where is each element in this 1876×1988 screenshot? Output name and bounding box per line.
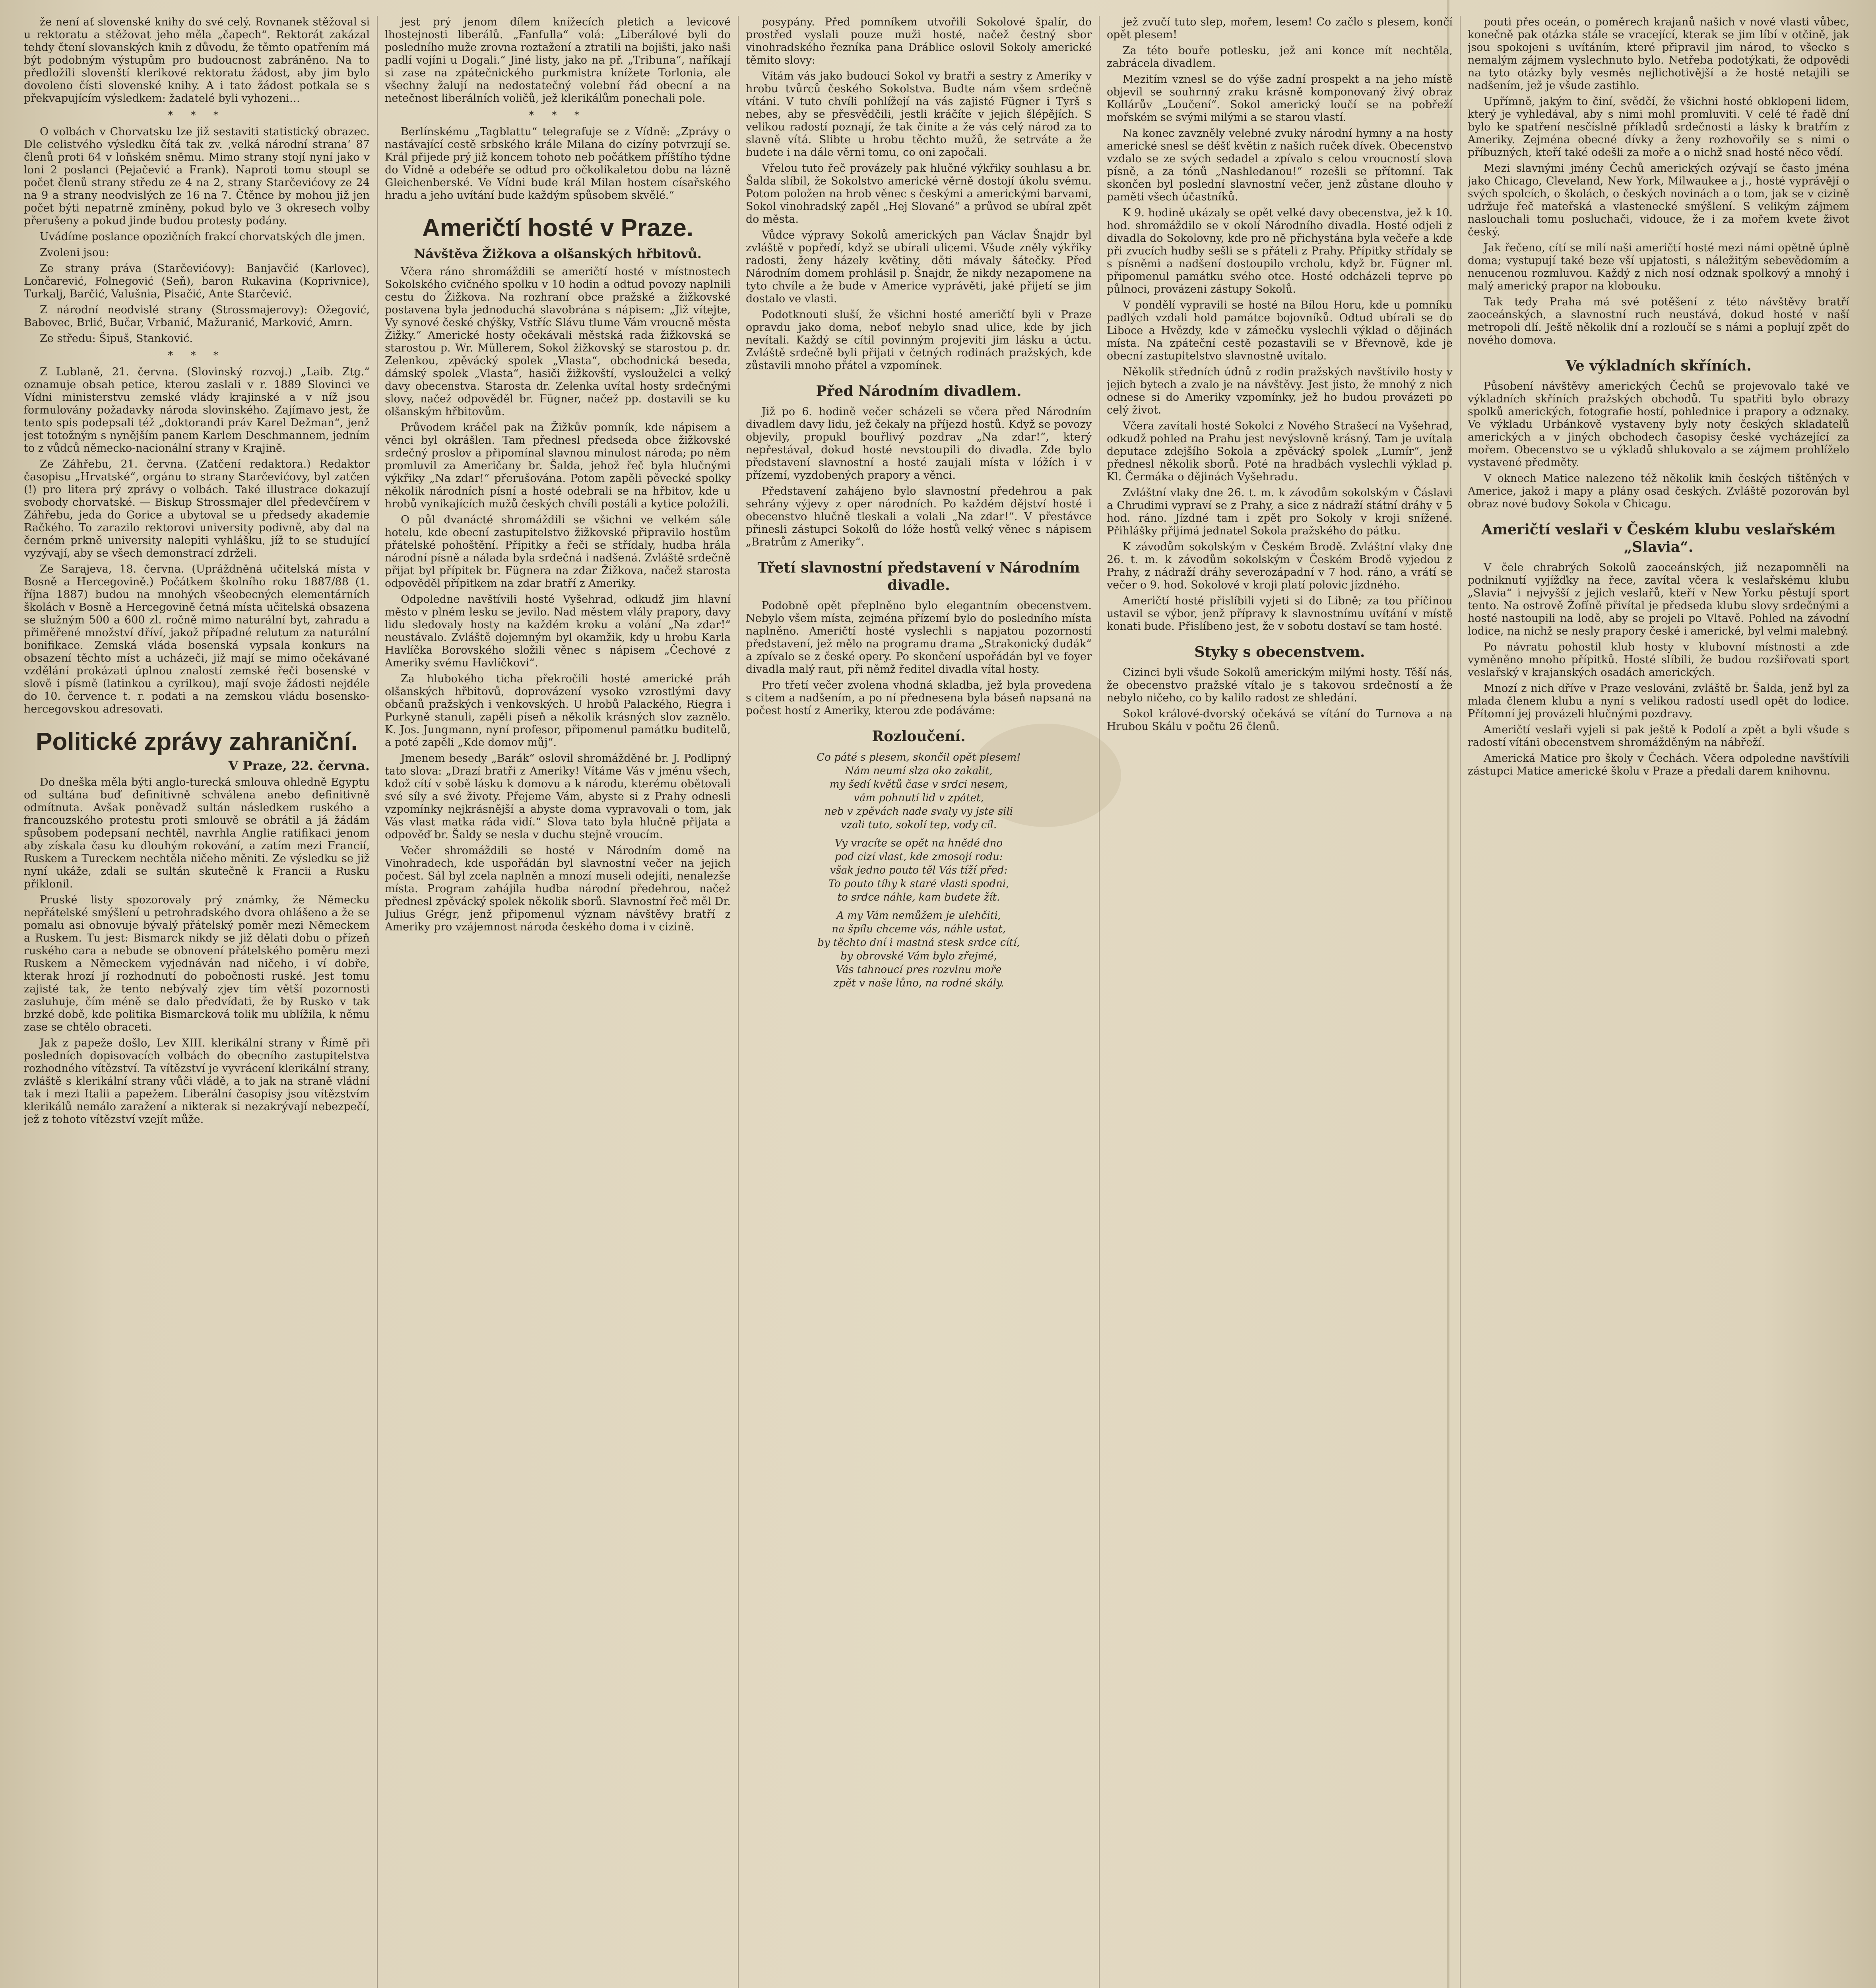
section-separator: * * * [529,109,587,121]
article-paragraph: Americká Matice pro školy v Čechách. Včera odpoledne navštívili zástupci Matice americké školu v Praze a předali darem knihovnu. [1468,752,1849,777]
article-paragraph: Včera ráno shromáždili se američtí hosté v místnostech Sokolského cvičného spolku v 10 hodin a odtud povozy naplnili cestu do Žižkova. Na rozhraní obce pražské a žižkovské postavena byla jednoduchá slavobrána s nápisem: „Již vítejte, Vy synové české chýšky, Vstříc Slávu tlume Vám vroucně města Žižky.“ Americké hosty očekávali městská rada žižkovská se starostou p. Wr. Müllerem, Sokol žižkovský se starostou p. dr. Zelenkou, zpěvácký spolek „Vlasta“, obchodnická beseda, dámský spolek „Vlasta“, hasiči žižkovští, vyslouželci a velký davy obecenstva. Starosta dr. Zelenka uvítal hosty srdečnými slovy, načež odpověděl br. Fügner, načež pp. dostavili se ku olšanským hřbitovům. [385,266,731,418]
column-4 [1107,16,1453,1988]
article-paragraph: Na konec zavzněly velebné zvuky národní hymny a na hosty americké snesl se déšť květin z našich ruček dívek. Obecenstvo vzdalo se ze svých sedadel a zpívalo s celou vroucností slova písně, a za tónů „Nashledanou!“ rozešli se přítomní. Tak skončen byl poslední slavnostní večer, jenž zůstane dlouho v paměti všech účastníků. [1107,127,1453,203]
section-headline: Američtí hosté v Praze. [422,214,694,242]
section-separator: * * * [168,109,226,121]
article-paragraph: Za hlubokého ticha překročili hosté americké práh olšanských hřbitovů, doprovázení vysoko vzrostlými davy občanů pražských i venkovských. U hrobů Palackého, Riegra i Purkyně stanuli, zapěli píseň a několik krásných slov zaznělo. K. Jos. Jungmann, nyní profesor, připomenul památku buditelů, a poté zapěli „Kde domov můj“. [385,673,731,749]
article-paragraph: Včera zavítali hosté Sokolci z Nového Strašecí na Vyšehrad, odkudž pohled na Prahu jest nevýslovně krásný. Tam je uvítala deputace zdejšího Sokola a zpěvácký spolek „Lumír“, jenž přednesl několik sborů. Poté na hradbách vyslechli výklad p. Kl. Čermáka o dějinách Vyšehradu. [1107,420,1453,483]
article-paragraph: Představení zahájeno bylo slavnostní předehrou a pak sehrány výjevy z oper národních. Po každém dějství hosté i obecenstvo hlučně tleskali a volali „Na zdar!“. V přestávce přinesli zástupci Sokolů do lóže hostů velký věnec s nápisem „Bratrům z Ameriky“. [746,485,1092,548]
article-paragraph: Za této bouře potlesku, jež ani konce mít nechtěla, zabrácela divadlem. [1107,45,1453,70]
article-paragraph: Jak z papeže došlo, Lev XIII. klerikální strany v Římě při posledních dopisovacích volbách do obecního zastupitelstva rozhodného vítězství. Ta vítězství je vyvrácení klerikální strany, zvláště s klerikální strany vůči vládě, a to jak na straně vládní tak i mezi Italii a papežem. Liberální časopisy jsou vítězstvím klerikálů nemálo zaražení a nikterak si nezakrývají nebezpečí, jež z tohoto vítězství vzejít může. [24,1037,370,1126]
article-paragraph: Pro třetí večer zvolena vhodná skladba, jež byla provedena s citem a nadšením, a po ní přednesena byla báseň napsaná na počest hostí z Ameriky, kterou zde podáváme: [746,679,1092,717]
article-paragraph: Ze strany práva (Starčevićovy): Banjavčić (Karlovec), Lončarević, Folnegović (Seň), baron Rukavina (Koprivnice), Turkalj, Barčić, Valušnia, Pisačić, Ante Starčević. [24,262,370,300]
article-paragraph: Po návratu pohostil klub hosty v klubovní místnosti a zde vyměněno mnoho přípitků. Hosté slíbili, že budou rozšiřovati sport veslařský v krajanských osadách amerických. [1468,641,1849,679]
article-paragraph: Vřelou tuto řeč provázely pak hlučné výkřiky souhlasu a br. Šalda slíbil, že Sokolstvo americké věrně dostojí úkolu svému. Potom položen na hrob věnec s českými a americkými barvami, Sokol vinohradský zapěl „Hej Slované“ a průvod se ubíral zpět do města. [746,162,1092,225]
article-paragraph: Zvláštní vlaky dne 26. t. m. k závodům sokolským v Čáslavi a Chrudimi vypraví se z Prahy, a sice z nádraží státní dráhy v 5 hod. ráno. Jízdné tam i zpět pro Sokoly v kroji snížené. Přihlášky přijímá jednatel Sokola pražského do pátku. [1107,487,1453,537]
article-paragraph: posypány. Před pomníkem utvořili Sokolové špalír, do prostřed vyslali pouze muži hosté, načež čestný sbor vinohradského řezníka pana Dráblice oslovil Sokoly americké těmito slovy: [746,16,1092,66]
article-paragraph: Američtí hosté přislíbili vyjeti si do Libně; za tou příčinou ustavil se výbor, jenž přípravy k slavnostnímu uvítání v místě konati bude. Přislíbeno jest, že v sobotu dostaví se tam hosté. [1107,595,1453,633]
article-paragraph: Již po 6. hodině večer scházeli se včera před Národním divadlem davy lidu, jež čekaly na příjezd hostů. Když se povozy objevily, propukl bouřlivý pozdrav „Na zdar!“, který nepřestával, dokud hosté nevstoupili do divadla. Zde bylo představení slavnostní a hosté zaujali místa v lóžích i v přízemí, vyzdobených prapory a věnci. [746,406,1092,481]
section-separator: * * * [168,349,226,361]
article-paragraph: Večer shromáždili se hosté v Národním domě na Vinohradech, kde uspořádán byl slavnostní večer na jejich počest. Sál byl zcela naplněn a mnozí museli odejíti, nenalezše místa. Program zahájila hudba národní předehrou, načež přednesl zpěvácký spolek několik sborů. Slavnostní řeč měl Dr. Julius Grégr, jenž připomenul význam návštěvy bratří z Ameriky pro vzájemnost národa českého doma i v cizině. [385,845,731,933]
article-paragraph: Působení návštěvy amerických Čechů se projevovalo také ve výkladních skříních pražských obchodů. Tu spatřiti bylo obrazy spolků amerických, fotografie hostí, pohlednice i prapory a odznaky. Ve výkladu Urbánkově vystaveny byly noty českých skladatelů amerických a v jiných obchodech časopisy české vycházející za mořem. Obecenstvo se u výkladů shlukovalo a se zájmem prohlíželo vystavené předměty. [1468,380,1849,469]
article-paragraph: V pondělí vypravili se hosté na Bílou Horu, kde u pomníku padlých vzdali hold památce bojovníků. Odtud ubírali se do Liboce a Hvězdy, kde v zámečku vyslechli výklad o dějinách místa. Na zpáteční cestě pozastavili se v Břevnově, kde je obecní zastupitelstvo slavnostně uvítalo. [1107,299,1453,362]
article-paragraph: jež zvučí tuto slep, mořem, lesem! Co začlo s plesem, končí opět plesem! [1107,16,1453,41]
column-rule [738,16,739,1988]
article-paragraph: Do dneška měla býti anglo-turecká smlouva ohledně Egyptu od sultána buď definitivně schválena anebo definitivně odmítnuta. Avšak poněvadž sultán následkem ruského a francouzského protestu proti smlouvě se obrátil a já žádám spůsobem podepsaní nechtěl, navrhla Anglie ratifikaci jenom aby získala času ku dlouhým rokování, a zatím mezi Francií, Ruskem a Tureckem nechtěla ničeho měniti. Ze výsledku se již nyní ukáže, zdali se sultán skutečně k Francii a Rusku přiklonil. [24,776,370,890]
article-paragraph: Podobně opět přeplněno bylo elegantním obecenstvem. Nebylo všem místa, zejména přízemí bylo do posledního místa naplněno. Američtí hosté vyslechli s napjatou pozorností představení, jež mělo na programu drama „Strakonický dudák“ a zpívalo se z české opery. Po skončení uspořádán byl ve foyer divadla malý raut, při němž ředitel divadla vítal hosty. [746,600,1092,676]
article-paragraph: Vůdce výpravy Sokolů amerických pan Václav Šnajdr byl zvláště v popředí, když se ubírali ulicemi. Všude zněly výkřiky radosti, ženy házely květiny, děti mávaly šátečky. Před Národním domem prohlásil p. Šnajdr, že nikdy nezapomene na tyto chvíle a že bude v Americe vyprávěti, jaké přijetí se jim dostalo ve vlasti. [746,229,1092,305]
article-paragraph: jest prý jenom dílem knížecích pletich a levicové lhostejnosti liberálů. „Fanfulla“ volá: „Liberálové byli do posledního muže zrovna roztažení a ztratili na bojišti, jako naši padlí vojíni u Dogali.“ Jiné listy, jako na př. „Tribuna“, naříkají si zase na zpátečnického purkmistra knížete Torlonia, ale všechny žalují na nedostatečný volební řád obecní a na netečnost liberálních voličů, jež klerikálům ponechali pole. [385,16,731,105]
article-paragraph: Odpoledne navštívili hosté Vyšehrad, odkudž jim hlavní město v plném lesku se jevilo. Nad městem vlály prapory, davy lidu sledovaly hosty na každém kroku a volání „Na zdar!“ neustávalo. Zvláště dojemným byl okamžik, kdy u hrobu Karla Havlíčka Borovského složili věnec s nápisem „Čechové z Ameriky svému Havlíčkovi“. [385,593,731,669]
poem-stanza: A my Vám nemůžem je ulehčiti, na špílu chceme vás, náhle ustat, by těchto dní i mastná stesk srdce cítí, by obrovské Vám bylo zřejmé, Vás tahnoucí pres rozvlnu moře zpět v naše lůno, na rodné skály. [817,910,1020,989]
article-paragraph: že není ať slovenské knihy do své celý. Rovnanek stěžoval si u rektoratu a stěžovat jeho měla „čapech“. Rektorát zakázal tehdy čtení slovanských knih z důvodu, že těmto opatřením má být podobným výstupům pro budoucnost zabráněno. Na to předložili slovenští klerikové rektoratu žádost, aby jim bylo dovoleno čísti slovenské knihy. A i tato žádost potkala se s překvapujícím výsledkem: žadatelé byli vyhozeni… [24,16,370,105]
article-paragraph: Ze Záhřebu, 21. června. (Zatčení redaktora.) Redaktor časopisu „Hrvatské“, orgánu to strany Starčevićovy, byl zatčen (!) pro litera prý zprávy o volbách. Také illustrace dokazují svobody chorvatské. — Biskup Strossmajer dlel předevčírem v Záhřebu, jeda do Gorice a ubytoval se u předsedy akademie Račkého. To zarazilo rektorovi university podivně, aby dal na černém prkně university nalepiti vyhlášku, jíž to se studující vyzývají, aby se všech demonstrací zdrželi. [24,458,370,559]
article-paragraph: Jmenem besedy „Barák“ oslovil shromážděné br. J. Podlipný tato slova: „Drazí bratři z Ameriky! Vítáme Vás v jménu všech, kdož cítí v sobě lásku k domovu a k národu, kterému obětovali své síly a své životy. Přejeme Vám, abyste si z Prahy odnesli vzpomínky nejkrásnější a abyste doma vypravovali o tom, jak Vás vlast matka ráda vidí.“ Slova tato byla hlučně přijata a odpověď br. Šaldy se nesla v duchu stejně vroucím. [385,752,731,841]
article-paragraph: Berlínskému „Tagblattu“ telegrafuje se z Vídně: „Zprávy o nastávající cestě srbského krále Milana do cizíny potvrzují se. Král přijede prý již koncem tohoto neb počátkem příštího týdne do Vídně a odebéře se odtud pro očkolikaletou dobu na lázně Gleichenberské. Ve Vídni bude král Milan hostem císařského hradu a jeho uvítání bude každým spůsobem skvělé.“ [385,126,731,202]
article-paragraph: Jak řečeno, cítí se milí naši američtí hosté mezi námi opětně úplně doma; vystupují také beze vší upjatosti, s náležitým sebevědomím a nenucenou rozmluvou. Každý z nich nosí odznak spolkový a mnohý i malý americký prapor na klobouku. [1468,242,1849,292]
article-heading: Styky s obecenstvem. [1194,644,1365,660]
article-paragraph: V čele chrabrých Sokolů zaoceánských, již nezapomněli na podniknutí vyjížďky na řece, zavítal včera k veslařskému klubu „Slavia“ i nejvyšší z jejich veslařů, kteří v New Yorku pěstují sport tento. Na ostrově Žofíně přivítal je předseda klubu slovy srdečnými a hosté nastoupili na lodě, aby se projeli po Vltavě. Pohled na závodní lodice, na nichž se nesly prapory české i americké, byl velmi malebný. [1468,561,1849,637]
article-paragraph: Cizinci byli všude Sokolů americkým milými hosty. Těší nás, že obecenstvo pražské vítalo je s takovou srdečností a že nebylo ničeho, co by kalilo radost ze shledání. [1107,666,1453,704]
column-rule [377,16,378,1988]
poem-stanza: Co páté s plesem, skončil opět plesem! Nám neumí slza oko zakalit, my šedí květů čase v srdci nesem, vám pohnutí lid v zpátet, neb v zpěvách nade svaly vy jste sili vzali tuto, sokolí tep, vody cíl. [817,751,1021,831]
article-paragraph: O volbách v Chorvatsku lze již sestaviti statistický obrazec. Dle celistvého výsledku čítá tak zv. ‚velká národní strana‘ 87 členů proti 64 v loňském sněmu. Mimo strany stojí nyní jako v loni 2 poslanci (Pejačević a Frank). Naproti tomu stoupl se počet členů strany středu ze 4 na 2, strany Starčevićovy ze 24 na 9 a strany neodvislých ze 16 na 7. Čtěnce by mohou již jen počet býti nepatrně zmíněny, pokud bylo ve 3 okresech volby přerušeny a pokud jinde budou protesty podány. [24,126,370,227]
article-paragraph: Mnozí z nich dříve v Praze veslováni, zvláště br. Šalda, jenž byl za mlada členem klubu a nyní s velikou radostí usedl opět do lodice. Přítomní jej provázeli hlučnými pozdravy. [1468,682,1849,720]
column-rule [1460,16,1461,1988]
column-5 [1468,16,1849,1988]
column-2 [385,16,731,1988]
article-heading: Před Národním divadlem. [816,383,1022,400]
article-paragraph: Zvoleni jsou: [40,247,109,259]
column-rule [1099,16,1100,1988]
article-paragraph: Ze středu: Šipuš, Stanković. [40,332,193,345]
article-heading: Třetí slavnostní představení v Národním divadle. [757,559,1080,594]
article-heading: Ve výkladních skříních. [1566,357,1752,374]
article-paragraph: Průvodem kráčel pak na Žižkův pomník, kde nápisem a věnci byl okrášlen. Tam přednesl předseda obce žižkovské srdečný proslov a připomínal slavnou minulost národa; po něm promluvil za Američany br. Šalda, jehož řeč byla hlučnými výkřiky „Na zdar!“ přerušována. Potom zapěli pěvecké spolky několik národních písní a hosté odebrali se na hřbitov, kde u hrobů vynikajících mužů českých chvíli postáli a kytice položili. [385,421,731,510]
article-paragraph: K 9. hodině ukázaly se opět velké davy obecenstva, jež k 10. hod. shromáždilo se v okolí Národního divadla. Hosté odjeli z divadla do Sokolovny, kde pro ně přichystána byla večeře a kde při zvucích hudby sešli se s přáteli z Prahy. Přípitky střídaly se s písněmi a nadšení dostoupilo vrcholu, když br. Fügner ml. připomenul památku svého otce. Hosté odcházeli teprve po půlnoci, provázeni zástupy Sokolů. [1107,207,1453,295]
article-paragraph: pouti přes oceán, o poměrech krajanů našich v nové vlasti vůbec, konečně pak otázka stále se vracející, kterak se jim líbí v otčině, jak jsou spokojeni s uvítáním, které připravil jim národ, to všecko s nemalým zájmem vyslechnuto bylo. Netřeba podotýkati, že odpovědi na tyto otázky byly vesměs nejlichotivější a že hosté netajili se nadšením, jež je všude zastihlo. [1468,16,1849,92]
article-paragraph: Několik středních údnů z rodin pražských navštívilo hosty v jejich bytech a zvalo je na návštěvy. Jest jisto, že mnohý z nich odnese si do Ameriky vzpomínky, jež ho budou provázeti po celý život. [1107,366,1453,416]
article-paragraph: Mezitím vznesl se do výše zadní prospekt a na jeho místě objevil se souhrnný zraku krásně komponovaný živý obraz Kollárův „Loučení“. Sokol americký loučí se na pobřeží mořském se svými milými a se starou vlastí. [1107,73,1453,124]
article-paragraph: Vítám vás jako budoucí Sokol vy bratři a sestry z Ameriky v hrobu tvůrců českého Sokolstva. Budte nám všem srdečně vítáni. V tuto chvíli pohlížejí na vás zajisté Fügner i Tyrš s nebes, aby se přesvědčili, jestli kráčíte v jejich šlépějích. S velikou radostí poznají, že tak činíte a že vás celý národ za to slavně vítá. Slibte u hrobu těchto mužů, že setrváte a že budete i na dále věrni tomu, co oni započali. [746,70,1092,159]
article-paragraph: Tak tedy Praha má své potěšení z této návštěvy bratří zaoceánských, a slavnostní ruch neustává, dokud hosté v naší metropoli dlí. Ještě několik dní a rozloučí se s námi a poplují zpět do nového domova. [1468,296,1849,346]
article-paragraph: K závodům sokolským v Českém Brodě. Zvláštní vlaky dne 26. t. m. k závodům sokolským v Českém Brodě vyjedou z Prahy, z nádraží dráhy severozápadní v 7 hod. ráno, a vrátí se večer o 9. hod. Sokolové v kroji platí polovic jízdného. [1107,541,1453,591]
article-paragraph: Pruské listy spozorovaly prý známky, že Německu nepřátelské smýšlení u petrohradského dvora ohlášeno a že se pomalu asi obnovuje bývalý přátelský poměr mezi Německem a Ruskem. Tu jest: Bismarck nikdy se již dělati dobu o přízeň ruského cara a nebude se obnovení přátelského poměru mezi Ruskem a Německem vyjednáván nad ničeho, i ví dobře, kterak hrozí jí rozhodnutí do pobočnosti ruské. Jest tomu zajisté tak, že tento nebývalý zjev tím větší pozornosti zasluhuje, čím méně se dalo předvídati, že by Rusko v tak brzké době, kde politika Bismarcková tolik mu ublížila, k němu zase se chtělo obraceti. [24,894,370,1033]
section-headline: Politické zprávy zahraniční. [36,728,358,755]
article-paragraph: Z národní neodvislé strany (Strossmajerovy): Ožegović, Babovec, Brlić, Bučar, Vrbanić, Mažuranić, Marković, Amrn. [24,304,370,329]
article-paragraph: Z Lublaně, 21. června. (Slovinský rozvoj.) „Laib. Ztg.“ oznamuje obsah petice, kterou zaslali v r. 1889 Slovinci ve Vídni ministerstvu zemské vlády krajinské a v níž jsou formulovány požadavky národa slovinského. Zajímavo jest, že tento spis podepsali též „doktorandi práv Karel Dežman“, jenž jest totožným s nynějším panem Karlem Deschmannem, jedním to z vůdců německo-nacionální strany v Krajině. [24,366,370,454]
poem-stanza: Vy vracíte se opět na hnědé dno pod cizí vlast, kde zmosojí rodu: však jedno pouto těl Vás tíží před: To pouto tíhy k staré vlasti spodni, to srdce náhle, kam budete žít. [828,837,1009,903]
column-1 [24,16,370,1988]
dateline: V Praze, 22. června. [228,758,370,773]
column-3 [746,16,1092,1988]
article-paragraph: Podotknouti sluší, že všichni hosté američtí byli v Praze opravdu jako doma, neboť nebylo snad ulice, kde by jich nevítali. Každý se cítil povinným projeviti jim lásku a úctu. Zvláště srdečně byli přijati v četných rodinách pražských, kde zůstavili mnoho přátel a vzpomínek. [746,309,1092,372]
article-subheading: Návštěva Žižkova a olšanských hřbitovů. [414,246,702,261]
article-paragraph: Uvádíme poslance opozičních frakcí chorvatských dle jmen. [40,231,365,243]
article-heading: Američtí veslaři v Českém klubu veslařském „Slavia“. [1481,521,1836,555]
article-paragraph: Sokol králové-dvorský očekává se vítání do Turnova a na Hrubou Skálu v počtu 26 členů. [1107,708,1453,733]
article-paragraph: Američtí veslaři vyjeli si pak ještě k Podolí a zpět a byli všude s radostí vítáni obecenstvem shromážděným na nábřeží. [1468,724,1849,749]
article-paragraph: V oknech Matice nalezeno též několik knih českých tištěných v Americe, jakož i mapy a plány osad českých. Zvláště pozorován byl obraz nové budovy Sokola v Chicagu. [1468,472,1849,510]
article-paragraph: Mezi slavnými jmény Čechů amerických ozývají se často jména jako Chicago, Cleveland, New York, Milwaukee a j., hosté vyprávějí o svých spolcích, o školách, o českých novinách a o tom, jak se v cizině udržuje řeč mateřská a vlastenecké smýšlení. S velikým zájmem naslouchali tomu posluchači, vidouce, že i za mořem kvete život český. [1468,162,1849,238]
article-paragraph: Upřímně, jakým to činí, svědčí, že všichni hosté obklopeni lidem, který je vyhledával, aby s nimi mohl promluviti. V celé té řadě dní bylo ke spatření nesčíslně příkladů srdečnosti a lásky k bratřím z Ameriky. Zejména obecné dívky a ženy rozhovořily se s nimi o příbuzných, kteří také odešli za moře a o nichž snad hosté něco vědí. [1468,95,1849,159]
article-heading: Rozloučení. [872,728,966,745]
article-paragraph: O půl dvanácté shromáždili se všichni ve velkém sále hotelu, kde obecní zastupitelstvo žižkovské připravilo hostům přátelské pohoštění. Přípitky a řeči se střídaly, hudba hrála národní písně a nálada byla srdečná i nadšená. Zvláště srdečně přijat byl přípitek br. Fügnera na zdar Žižkova, načež starosta odpověděl přípitkem na zdar bratří z Ameriky. [385,514,731,590]
article-paragraph: Ze Sarajeva, 18. června. (Upráždněná učitelská místa v Bosně a Hercegovině.) Počátkem školního roku 1887/88 (1. října 1887) budou na mnohých všeobecných elementárních školách v Bosně a Hercegovině četná místa učitelská obsazena se služným 500 a 600 zl. ročně mimo naturální byt, zahradu a přiměřené množství dříví, jakož případné relutum za naturální bonifikace. Zemská vláda bosenská vypsala konkurs na obsazení těchto míst a ucházeči, již mají se mimo očekávané vzdělání prokázati úplnou znalostí zemské řeči bosenské v slově i písmě (latinkou a cyrilkou), mají svoje žádosti nejdéle do 10. července t. r. podati a na zemskou vládu bosensko-hercegovskou adresovati. [24,563,370,715]
